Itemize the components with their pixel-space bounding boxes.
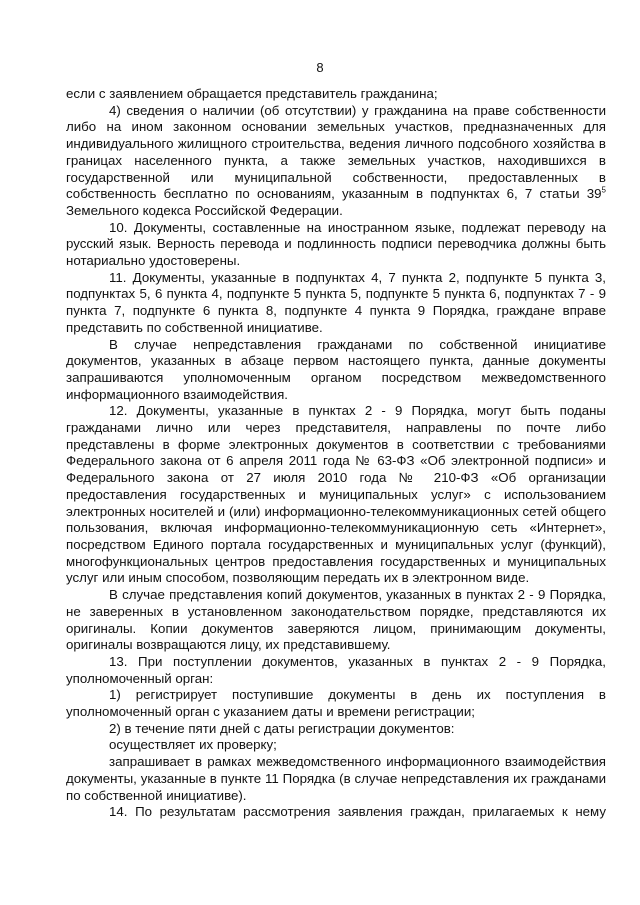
paragraph: запрашивает в рамках межведомственного информационного взаимодействия документы, указанные в пункте 11 Порядка (в случае непредставления их гражданами по собственной инициативе). [66, 754, 606, 803]
superscript: 5 [601, 185, 606, 195]
paragraph: 2) в течение пяти дней с даты регистрации документов: [109, 720, 455, 736]
paragraph-text: 4) сведения о наличии (об отсутствии) у гражданина на праве собственности либо на ином законном основании земельных участков, предназначенных для индивидуального жилищного строительства, ведения личного подсобного хозяйства в границах населенного пункта, а также земельных участков, находившихся в государственной или муниципальной собственности, предоставленных в собственность бесплатно по основаниям, указанным в подпунктах 6, 7 статьи 39 [66, 102, 606, 202]
page-number: 8 [316, 60, 324, 75]
paragraph: 10. Документы, составленные на иностранном языке, подлежат переводу на русский язык. Верность перевода и подлинность подписи переводчика должны быть нотариально удостоверены. [66, 219, 606, 269]
paragraph: 12. Документы, указанные в пунктах 2 - 9 Порядка, могут быть поданы гражданами лично или через представителя, направлены по почте либо представлены в форме электронных документов в соответствии с требованиями Федерального закона от 6 апреля 2011 года № 63-ФЗ «Об электронной подписи» и Федерального закона от 27 июля 2010 года № 210-ФЗ «Об организации предоставления государственных и муниципальных услуг» с использованием электронных носителей и (или) информационно-телекоммуникационных сетей общего пользования, включая информационно-телекоммуникационную сеть «Интернет», посредством Единого портала государственных и муниципальных услуг (функций), многофункциональных центров предоставления государственных и муниципальных услуг или иным способом, позволяющим передать их в электронном виде. [66, 403, 606, 586]
paragraph: В случае непредставления гражданами по собственной инициативе документов, указанных в абзаце первом настоящего пункта, данные документы запрашиваются уполномоченным органом посредством межведомственного информационного взаимодействия. [66, 336, 606, 402]
paragraph: 11. Документы, указанные в подпунктах 4, 7 пункта 2, подпункте 5 пункта 3, подпунктах 5, 6 пункта 4, подпункте 5 пункта 5, подпункте 5 пункта 6, подпунктах 7 - 9 пункта 7, подпункте 6 пункта 8, подпункте 4 пункта 9 Порядка, граждане вправе представить по собственной инициативе. [66, 269, 606, 335]
document-body [66, 86, 606, 821]
paragraph: 1) регистрирует поступившие документы в день их поступления в уполномоченный орган с указанием даты и времени регистрации; [66, 687, 606, 720]
paragraph: осуществляет их проверку; [109, 737, 277, 753]
paragraph: 14. По результатам рассмотрения заявления граждан, прилагаемых к нему [109, 804, 606, 820]
paragraph: если с заявлением обращается представитель гражданина; [66, 86, 438, 101]
paragraph: 13. При поступлении документов, указанных в пунктах 2 - 9 Порядка, уполномоченный орган: [66, 653, 606, 686]
paragraph-text: Земельного кодекса Российской Федерации. [66, 202, 343, 218]
paragraph [66, 103, 606, 220]
paragraph: В случае представления копий документов, указанных в пунктах 2 - 9 Порядка, не заверенных в установленном законодательством порядке, представляются их оригиналы. Копии документов заверяются лицом, принимающим документы, оригиналы возвращаются лицу, их представившему. [66, 587, 606, 653]
